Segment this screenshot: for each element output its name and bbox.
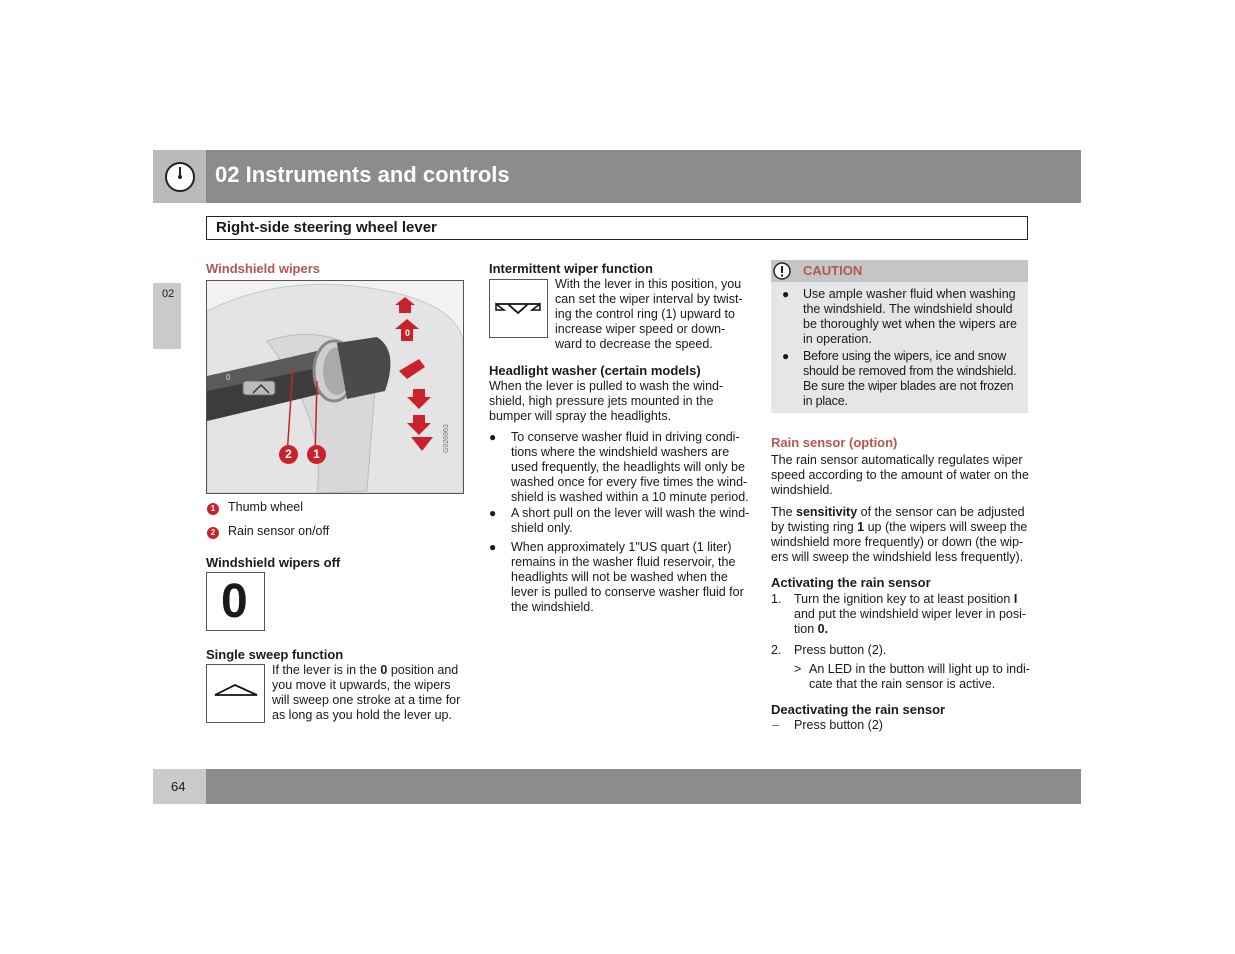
bullet-marker: ● [489,430,497,444]
section-title: Right-side steering wheel lever [216,219,437,236]
headlight-bullet-2: A short pull on the lever will wash the wind- shield only. [511,506,750,535]
caution-title: CAUTION [803,263,863,278]
bullet-marker: ● [782,349,790,363]
single-sweep-icon [207,665,264,722]
dash-marker: – [772,718,779,732]
bullet-marker: ● [489,540,497,554]
deactivating-step: Press button (2) [794,718,883,732]
footer-bar [206,769,1081,804]
result-marker: > [794,662,802,676]
caution-bullet-2: Before using the wipers, ice and snow should be removed from the windshield. Be sure the wiper blades are not frozen in place. [803,349,1017,408]
headlight-washer-text: When the lever is pulled to wash the wind- shield, high pressure jets mounted in the bumper will spray the headlights. [489,379,724,423]
side-tab-label: 02 [162,288,175,300]
wiper-lever-figure [206,280,464,494]
windshield-wipers-heading: Windshield wipers [206,261,321,276]
speedometer-icon [153,150,206,203]
caution-bullet-1: Use ample washer fluid when washing the windshield. The windshield should be thoroughly wet when the wipers are in operation. [803,287,1018,346]
headlight-washer-heading: Headlight washer (certain models) [489,363,701,378]
single-sweep-heading: Single sweep function [206,647,344,662]
chapter-title: 02 Instruments and controls [215,162,510,187]
figure-arrow-label: 0 [405,328,411,338]
bullet-marker: ● [782,287,790,301]
step-2-number: 2. [771,643,782,657]
legend-rain-sensor: Rain sensor on/off [228,524,330,538]
intermittent-symbol-box [489,279,548,338]
headlight-bullet-3: When approximately 1"US quart (1 liter) remains in the washer fluid reservoir, the headlights will not be washed when the lever is pulled to conserve washer fluid for the windshield. [511,540,744,614]
rain-sensor-heading: Rain sensor (option) [771,435,898,450]
single-sweep-text: If the lever is in the 0 position and you move it upwards, the wipers will sweep one stroke at a time for as long as you hold the lever up. [272,663,461,722]
intermittent-heading: Intermittent wiper function [489,261,653,276]
wiper-lever-illustration [207,281,463,493]
deactivating-heading: Deactivating the rain sensor [771,702,946,717]
activating-step-2: Press button (2). [794,643,887,657]
legend-badge-2: 2 [207,527,219,539]
figure-lever-symbol: 0 [226,373,231,382]
bullet-marker: ● [489,506,497,520]
activating-heading: Activating the rain sensor [771,575,931,590]
rain-sensor-para1: The rain sensor automatically regulates wiper speed according to the amount of water on the windshield. [771,453,1029,497]
single-sweep-symbol-box [206,664,265,723]
page-number: 64 [171,779,186,794]
legend-badge-1: 1 [207,503,219,515]
wipers-off-symbol-box [206,572,265,631]
intermittent-text: With the lever in this position, you can set the wiper interval by twist- ing the control ring (1) upward to increase wiper speed or down- ward to decrease the speed. [555,277,743,351]
activating-step-1: Turn the ignition key to at least position I and put the windshield wiper lever in posi- tion 0. [794,592,1027,636]
zero-position-icon: 0 [221,575,248,628]
warning-icon [773,262,791,285]
figure-code: G026963 [443,424,450,453]
figure-callout-2: 2 [279,445,298,464]
legend-thumb-wheel: Thumb wheel [228,500,304,514]
rain-sensor-para2: The sensitivity of the sensor can be adjusted by twisting ring 1 up (the wipers will sweep the windshield more frequently) or down (the wip- ers will sweep the windshield less frequently). [771,505,1028,564]
step-1-number: 1. [771,592,782,606]
figure-callout-1: 1 [307,445,326,464]
wipers-off-heading: Windshield wipers off [206,555,341,570]
activating-result: An LED in the button will light up to indi- cate that the rain sensor is active. [809,662,1030,691]
intermittent-wiper-icon [490,280,547,337]
headlight-bullet-1: To conserve washer fluid in driving condi- tions where the windshield washers are used frequently, the headlights will only be washed once for every five times the wind- shield is washed within a 10 minute period. [511,430,749,504]
chapter-icon-box [153,150,206,203]
